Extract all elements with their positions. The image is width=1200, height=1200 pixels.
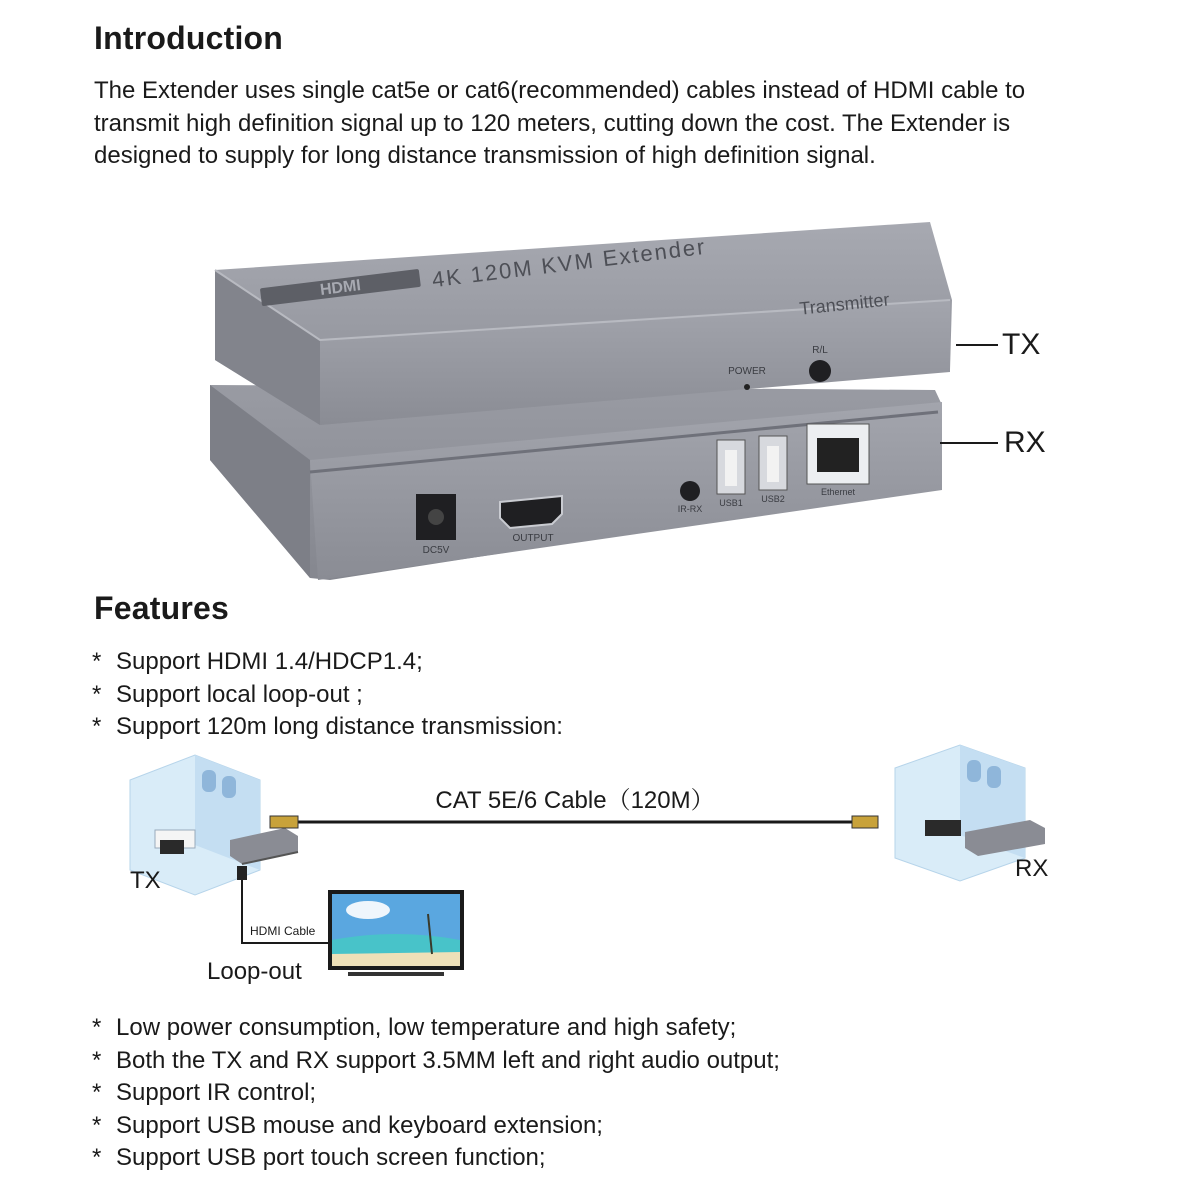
rl-port-label: R/L — [812, 345, 828, 356]
tx-callout: TX — [1002, 328, 1041, 361]
features-list-a — [92, 646, 563, 744]
list-item: * Support local loop-out ; — [92, 680, 363, 708]
tx-diagram-label: TX — [130, 867, 161, 894]
list-item: * Both the TX and RX support 3.5MM left and right audio output; — [92, 1046, 780, 1074]
list-item: * Support USB port touch screen function; — [92, 1144, 546, 1171]
rx-room-icon — [895, 745, 1025, 881]
cable-label: CAT 5E/6 Cable（120M） — [435, 787, 715, 814]
list-item: * Support USB mouse and keyboard extension; — [92, 1111, 603, 1139]
rx-diagram-label: RX — [1015, 855, 1049, 882]
ethernet-label: Ethernet — [820, 487, 856, 497]
list-item: * Low power consumption, low temperature and high safety; — [92, 1014, 737, 1041]
hdmi-cable-label: HDMI Cable — [250, 924, 316, 938]
power-led-icon — [744, 384, 750, 390]
usb2-label: USB2 — [761, 494, 785, 504]
tv-icon — [328, 890, 464, 976]
hdmi-port-icon — [500, 496, 562, 528]
rx-callout-line — [940, 442, 998, 444]
list-item: * Support HDMI 1.4/HDCP1.4; — [92, 648, 423, 675]
ir-rx-label: IR-RX — [677, 504, 703, 514]
rj45-plug-left-icon — [270, 816, 298, 828]
connection-diagram — [120, 740, 1080, 1000]
hdmi-logo-text: HDMI — [319, 277, 362, 299]
extender-product-photo — [190, 210, 970, 600]
loop-out-label: Loop-out — [207, 958, 302, 985]
list-item: * Support IR control; — [92, 1079, 317, 1106]
features-list-b — [92, 1012, 780, 1175]
tx-callout-line — [956, 344, 998, 346]
rj45-plug-right-icon — [852, 816, 878, 828]
introduction-heading: Introduction — [94, 20, 284, 56]
usb1-label: USB1 — [719, 498, 743, 508]
output-label: OUTPUT — [512, 533, 554, 544]
rx-callout: RX — [1004, 426, 1046, 459]
list-item: * Support 120m long distance transmission: — [92, 713, 563, 740]
transmitter-label: Transmitter — [798, 289, 891, 319]
introduction-paragraph: The Extender uses single cat5e or cat6(recommended) cables instead of HDMI cable to transmit high definition signal up to 120 meters, cutting down the cost. The Extender is designed to supply for long distance transmission of high definition signal. — [94, 77, 1026, 169]
dc5v-label: DC5V — [422, 545, 450, 556]
power-port-label: POWER — [728, 366, 766, 377]
features-heading: Features — [94, 590, 229, 626]
audio-jack-icon — [809, 360, 831, 382]
ir-jack-icon — [680, 481, 700, 501]
model-label: 4K 120M KVM Extender — [430, 233, 708, 293]
